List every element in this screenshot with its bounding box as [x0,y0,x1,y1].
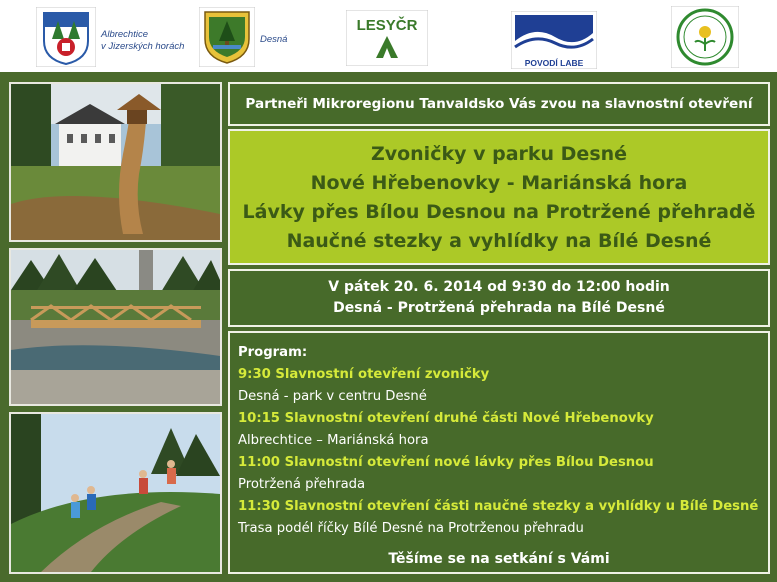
program-heading: Program: [238,345,308,360]
partners-invitation-text: Partneři Mikroregionu Tanvaldsko Vás zvou na slavnostní otevření [245,96,753,112]
lesy-cr-logo-text: LESYČR [356,17,418,34]
program-item-2-title: 10:15 Slavnostní otevření druhé části Nové Hřebenovky [238,411,654,426]
program-item-4-place: Trasa podél říčky Bílé Desné na Protrženou přehradu [238,521,584,536]
program-item-2-place: Albrechtice – Mariánská hora [238,433,429,448]
park-sculpture-image [11,84,220,240]
footbridge-image [11,250,220,404]
photo-hikers-trail [9,412,222,574]
povodi-labe-logo-text: POVODÍ LABE [524,58,584,68]
program-item-3-title: 11:00 Slavnostní otevření nové lávky přes Bílou Desnou [238,455,654,470]
date-place-panel [228,269,770,327]
albrechtice-caption-line-2: v Jizerských horách [101,41,185,52]
albrechtice-caption [101,29,184,53]
event-title-1: Zvoničky v parku Desné [370,143,628,165]
albrechtice-caption-line-1: Albrechtice [101,29,148,40]
poster [0,72,777,582]
logo-strip [0,0,777,72]
krkonose-seal-icon [671,6,739,68]
program-item-1-place: Desná - park v centru Desné [238,389,427,404]
photo-park-sculpture [9,82,222,242]
event-title-4: Naučné stezky a vyhlídky na Bílé Desné [286,230,712,252]
event-title-3: Lávky přes Bílou Desnou na Protržené přehradě [242,201,756,223]
desna-caption: Desná [260,34,288,45]
desna-coat-of-arms-icon [199,7,255,67]
closing-greeting: Těšíme se na setkání s Vámi [388,551,610,567]
program-item-4-title: 11:30 Slavnostní otevření části naučné stezky a vyhlídky u Bílé Desné [238,499,759,514]
program-item-3-place: Protržená přehrada [238,477,366,492]
partners-invitation-banner [228,82,770,126]
event-date: V pátek 20. 6. 2014 od 9:30 do 12:00 hodin [328,279,670,295]
program-panel [228,331,770,574]
albrechtice-coat-of-arms-icon [36,7,96,67]
hikers-trail-image [11,414,220,572]
photo-footbridge [9,248,222,406]
event-title-2: Nové Hřebenovky - Mariánská hora [310,172,688,194]
lesy-cr-logo-icon [346,10,428,66]
povodi-labe-logo-icon [511,11,597,69]
program-item-1-title: 9:30 Slavnostní otevření zvoničky [238,367,490,382]
event-titles-panel [228,129,770,265]
event-place: Desná - Protržená přehrada na Bílé Desné [333,300,665,316]
